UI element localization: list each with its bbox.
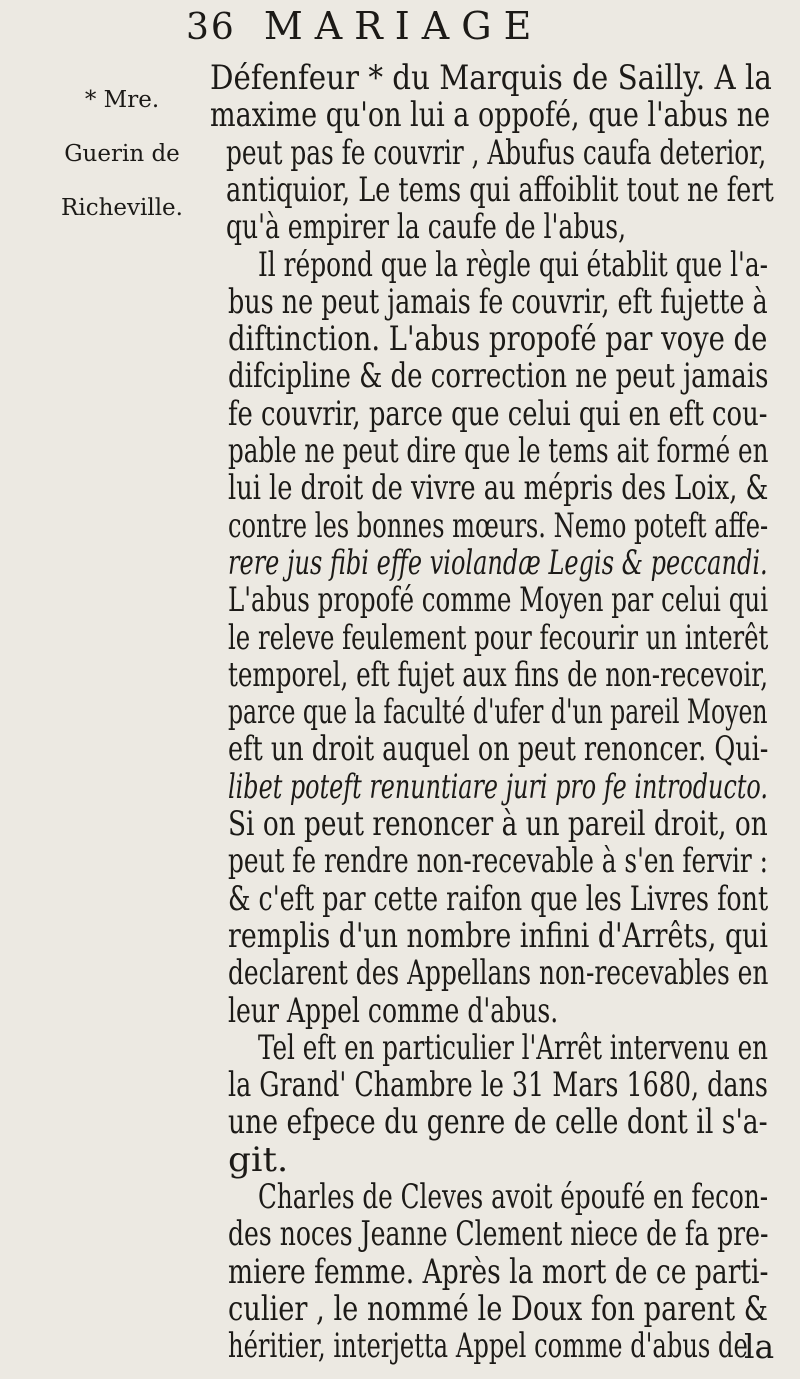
text-line: des noces Jeanne Clement niece de fa pre- <box>228 1214 769 1254</box>
text-line: pable ne peut dire que le tems ait formé en <box>228 431 769 470</box>
text-line: lui le droit de vivre au mépris des Loix, & <box>228 468 769 508</box>
text-line: Défenfeur * du Marquis de Sailly. A la <box>210 58 772 97</box>
text-line: Charles de Cleves avoit époufé en fecon- <box>258 1177 769 1216</box>
text-line: qu'à empirer la caufe de l'abus, <box>226 207 627 247</box>
text-line: le releve feulement pour fecourir un interêt <box>228 617 769 657</box>
text-line: peut pas fe couvrir , Abufus caufa deterior, <box>226 132 767 172</box>
catchword: la <box>744 1327 775 1366</box>
text-line: bus ne peut jamais fe couvrir, eft fujette à <box>228 281 768 321</box>
text-line: contre les bonnes mœurs. Nemo poteft affe- <box>228 505 769 545</box>
text-line: eft un droit auquel on peut renoncer. Qui- <box>228 729 769 769</box>
text-line: parce que la faculté d'ufer d'un pareil Moyen <box>228 692 768 732</box>
text-line: maxime qu'on lui a oppofé, que l'abus ne <box>210 95 771 135</box>
text-line: Si on peut renoncer à un pareil droit, on <box>228 804 768 843</box>
margin-note-line: * Mre. <box>84 87 160 113</box>
text-line: difcipline & de correction ne peut jamais <box>228 356 769 396</box>
text-line: declarent des Appellans non-recevables en <box>228 953 769 993</box>
text-line: diftinction. L'abus propofé par voye de <box>228 319 768 359</box>
page-number: 36 <box>186 7 236 48</box>
text-line: culier , le nommé le Doux fon parent & <box>228 1288 768 1328</box>
text-line: Il répond que la règle qui établit que l'a- <box>258 244 769 284</box>
text-line: héritier, interjetta Appel comme d'abus de <box>228 1326 748 1366</box>
margin-note-line: Guerin de <box>64 141 180 167</box>
text-line: & c'eft par cette raifon que les Livres font <box>228 878 769 918</box>
text-line: remplis d'un nombre infini d'Arrêts, qui <box>228 915 769 955</box>
text-line: L'abus propofé comme Moyen par celui qui <box>228 580 769 620</box>
text-line: une efpece du genre de celle dont il s'a- <box>228 1102 768 1142</box>
text-line: la Grand' Chambre le 31 Mars 1680, dans <box>228 1065 768 1105</box>
text-line: fe couvrir, parce que celui qui en eft cou- <box>228 393 768 433</box>
text-line: antiquior, Le tems qui affoiblit tout ne fert <box>226 169 774 209</box>
text-line: peut fe rendre non-recevable à s'en fervir : <box>228 841 768 881</box>
text-line: leur Appel comme d'abus. <box>228 990 559 1030</box>
text-line: Tel eft en particulier l'Arrêt intervenu en <box>258 1027 768 1067</box>
margin-note-line: Richeville. <box>61 195 183 221</box>
text-line: libet poteft renuntiare juri pro fe introducto. <box>228 766 768 806</box>
text-line: miere femme. Après la mort de ce parti- <box>228 1251 769 1291</box>
margin-note <box>54 60 190 249</box>
page-header <box>186 4 543 48</box>
text-line: rere jus fibi effe violandæ Legis & peccandi. <box>228 542 768 582</box>
running-title: MARIAGE <box>263 4 544 48</box>
text-line: git. <box>228 1139 289 1179</box>
text-line: temporel, eft fujet aux fins de non-recevoir, <box>228 654 769 694</box>
